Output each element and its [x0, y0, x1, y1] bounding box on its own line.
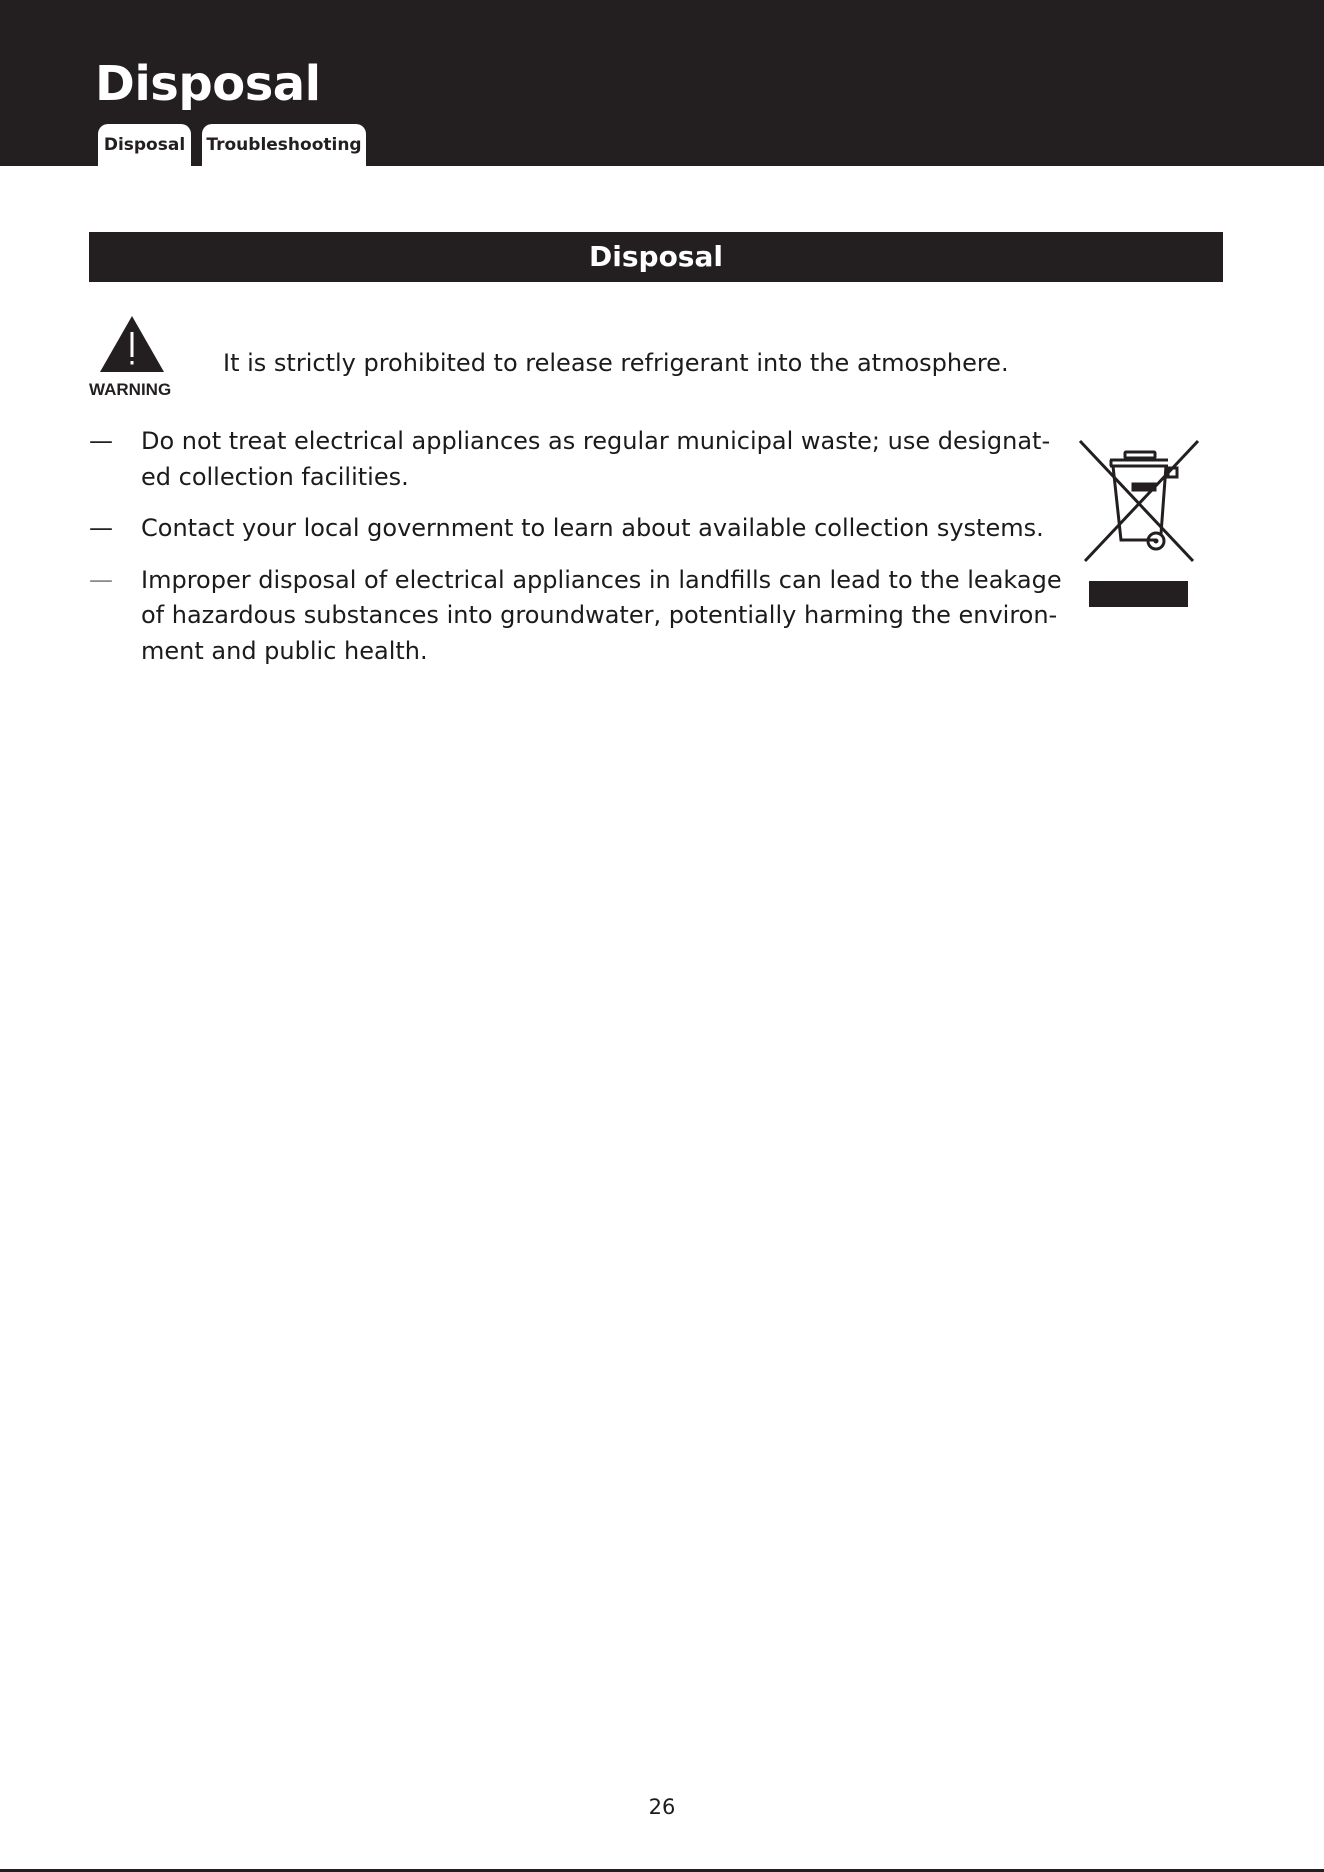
- list-item: [89, 563, 1062, 670]
- list-item-line: Improper disposal of electrical appliances in landfills can lead to the leakage: [141, 565, 1062, 594]
- dash-bullet: —: [89, 565, 113, 594]
- list-item-line: of hazardous substances into groundwater, potentially harming the environ-: [141, 601, 1058, 629]
- tab-troubleshooting[interactable]: Troubleshooting: [202, 124, 366, 166]
- weee-black-bar: [1089, 581, 1188, 607]
- list-item-line: Contact your local government to learn about available collection systems.: [141, 514, 1044, 542]
- list-item: [89, 424, 1049, 495]
- warning-text: It is strictly prohibited to release refrigerant into the atmosphere.: [223, 349, 1009, 377]
- warning-label: WARNING: [89, 380, 172, 399]
- page-title: Disposal: [95, 56, 321, 112]
- disposal-instructions-list: [89, 424, 1062, 669]
- list-item-line: ed collection facilities.: [141, 462, 409, 491]
- list-item: [89, 511, 1049, 547]
- page-header: [0, 0, 1324, 166]
- dash-bullet: —: [89, 514, 113, 542]
- page-number: 26: [648, 1795, 676, 1819]
- list-item-line: ment and public health.: [141, 636, 428, 665]
- dash-bullet: —: [89, 427, 113, 455]
- tab-disposal[interactable]: Disposal: [98, 124, 191, 166]
- list-item-line: Do not treat electrical appliances as regular municipal waste; use designat-: [141, 427, 1051, 455]
- section-heading: Disposal: [89, 232, 1223, 282]
- warning-triangle-icon: [100, 316, 164, 374]
- crossed-out-wheelie-bin-icon: [1077, 438, 1201, 564]
